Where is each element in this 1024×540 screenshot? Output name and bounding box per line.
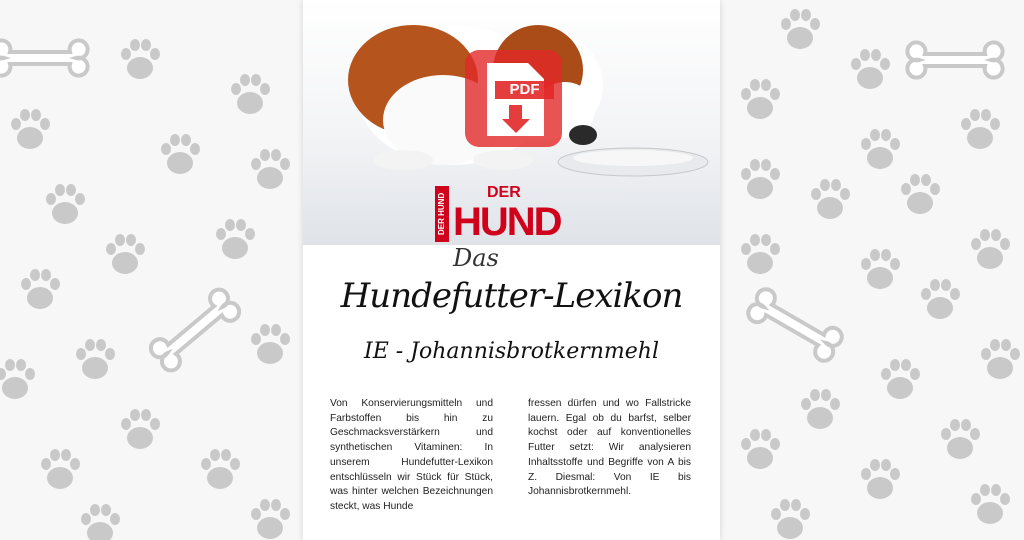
pdf-download-icon [487, 63, 544, 136]
pdf-label: PDF [495, 81, 554, 99]
logo-der: DER [487, 184, 521, 201]
logo-side-text: DER HUND [435, 186, 449, 242]
intro-column-2: fressen dürfen und wo Fallstricke lauern. Egal ob du barfst, selber kochst oder auf konventionelles Futter setzt: Wir analysieren Inhaltsstoffe und Begriffe von A bis Z. Diesmal: Von IE bis Johannisbrotkernmehl. [528, 398, 691, 498]
document-title: Hundefutter-Lexikon [340, 276, 683, 316]
intro-column-1: Von Konservierungsmitteln und Farbstoffen bis hin zu Geschmacksverstärkern und synthetischen Vitaminen: In unserem Hundefutter-Lexikon entschlüsseln wir Stück für Stück, was hinter welchen Bezeichnungen steckt, was Hunde [330, 398, 493, 512]
document-subtitle: IE - Johannisbrotkernmehl [364, 339, 659, 364]
pretitle: Das [453, 244, 499, 272]
der-hund-logo [435, 184, 585, 242]
logo-hund: HUND [453, 200, 561, 244]
pdf-download-button[interactable] [465, 50, 562, 147]
